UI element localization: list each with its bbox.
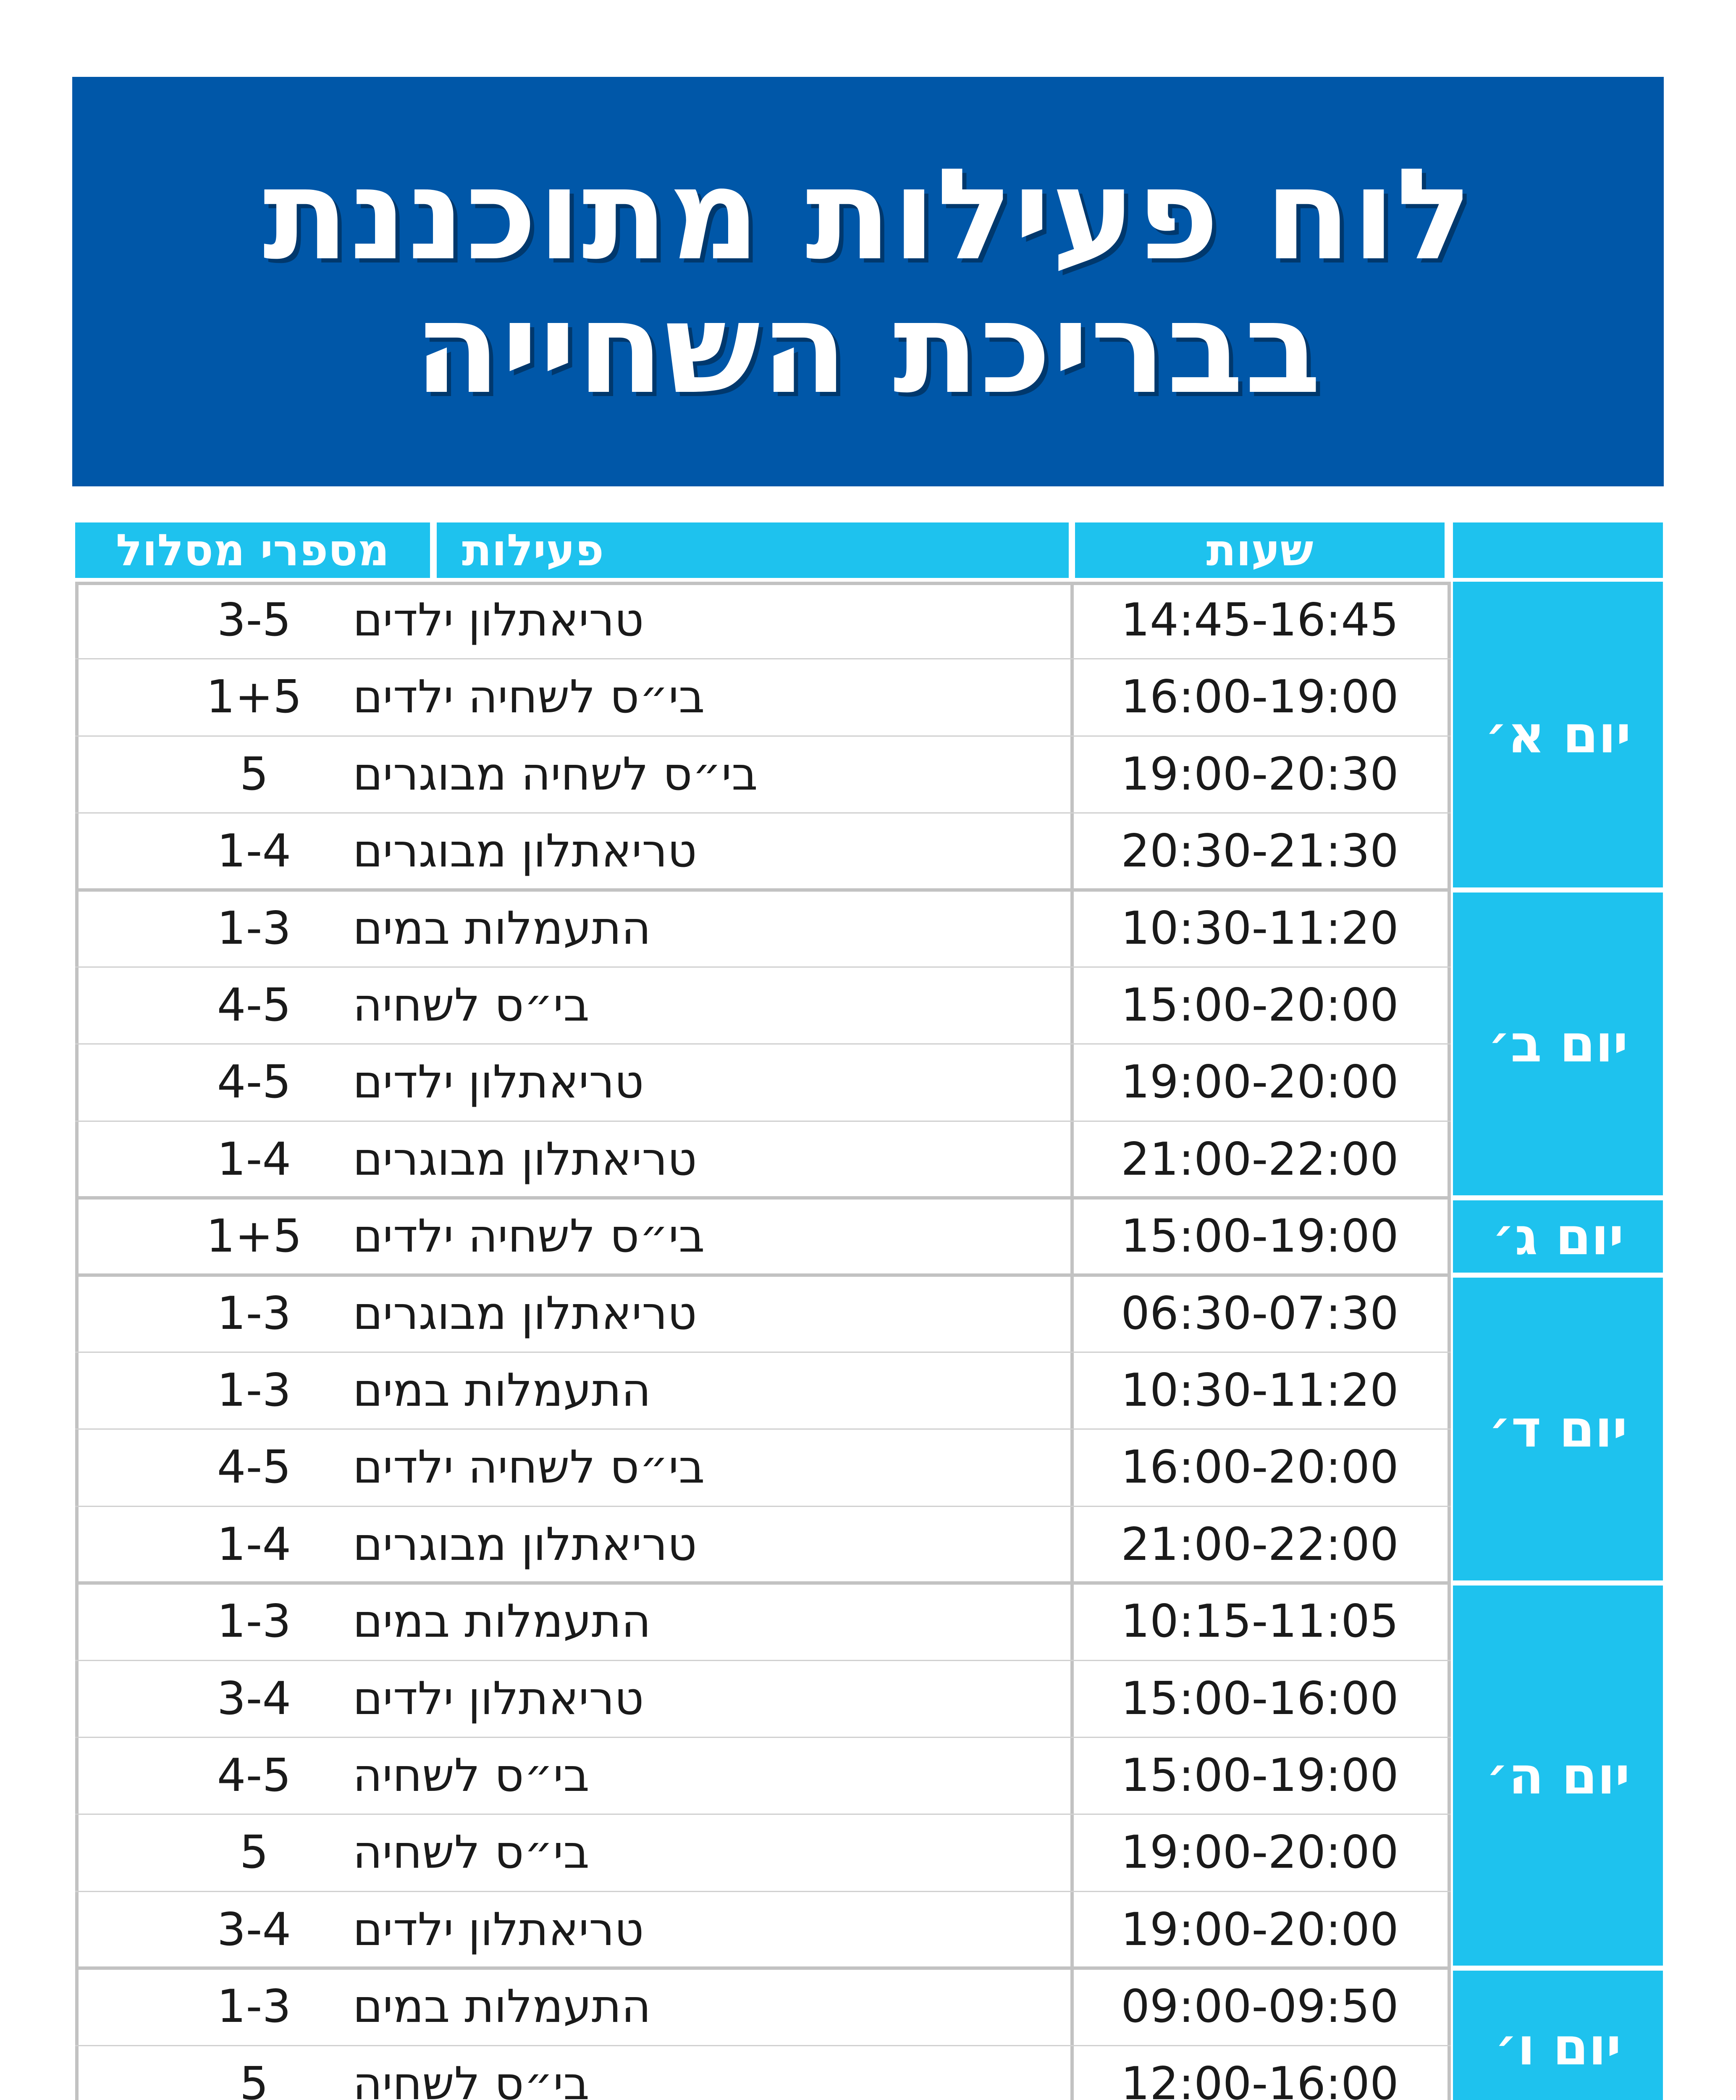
- activity-cell: בי״ס לשחיה ילדים: [353, 671, 705, 724]
- time-cell: 14:45-16:45: [1121, 594, 1399, 646]
- row-separator: [75, 1737, 1451, 1738]
- row-separator: [75, 1043, 1451, 1045]
- lanes-cell: 1-3: [217, 902, 291, 955]
- lanes-cell: 1-4: [217, 1518, 291, 1571]
- day-label-cell: יום ו׳: [1453, 1971, 1663, 2100]
- activity-cell: בי״ס לשחיה ילדים: [353, 1441, 705, 1494]
- activity-cell: טריאתלון מבוגרים: [353, 1518, 697, 1571]
- lanes-cell: 1-4: [217, 1133, 291, 1186]
- time-cell: 12:00-16:00: [1121, 2057, 1399, 2100]
- row-separator: [75, 1814, 1451, 1815]
- time-cell: 10:30-11:20: [1121, 1364, 1399, 1417]
- time-cell: 20:30-21:30: [1121, 825, 1399, 878]
- row-separator: [75, 812, 1451, 814]
- day-label-cell: יום ב׳: [1453, 892, 1663, 1196]
- title-banner: [72, 77, 1664, 486]
- lanes-cell: 4-5: [217, 1056, 291, 1109]
- time-cell: 15:00-20:00: [1121, 979, 1399, 1032]
- day-separator: [75, 1273, 1451, 1277]
- day-separator: [75, 1196, 1451, 1200]
- time-cell: 16:00-20:00: [1121, 1441, 1399, 1494]
- activity-cell: בי״ס לשחיה: [353, 979, 590, 1032]
- activity-cell: בי״ס לשחיה: [353, 2057, 590, 2100]
- time-cell: 19:00-20:00: [1121, 1903, 1399, 1956]
- column-header-activity: פעילות: [437, 522, 1069, 578]
- activity-cell: התעמלות במים: [353, 1364, 651, 1417]
- column-header-lanes: מספרי מסלול: [75, 522, 430, 578]
- lanes-cell: 4-5: [217, 979, 291, 1032]
- time-cell: 21:00-22:00: [1121, 1518, 1399, 1571]
- lanes-cell: 1+5: [206, 671, 302, 724]
- time-cell: 06:30-07:30: [1121, 1287, 1399, 1340]
- time-cell: 09:00-09:50: [1121, 1980, 1399, 2033]
- activity-cell: טריאתלון מבוגרים: [353, 825, 697, 878]
- row-separator: [75, 1660, 1451, 1661]
- lanes-cell: 3-4: [217, 1672, 291, 1725]
- time-cell: 21:00-22:00: [1121, 1133, 1399, 1186]
- header-blank-cell: [1453, 522, 1663, 578]
- day-label-cell: יום ד׳: [1453, 1278, 1663, 1581]
- day-label-cell: יום ג׳: [1453, 1200, 1663, 1272]
- activity-cell: בי״ס לשחיה ילדים: [353, 1210, 705, 1263]
- row-separator: [75, 1428, 1451, 1430]
- page-title-line-2: בבריכת השחייה: [414, 275, 1322, 422]
- activity-cell: טריאתלון מבוגרים: [353, 1287, 697, 1340]
- row-separator: [75, 1121, 1451, 1122]
- lanes-cell: 3-5: [217, 594, 291, 646]
- page-title-line-1: לוח פעילות מתוכננת: [262, 141, 1474, 288]
- time-cell: 19:00-20:00: [1121, 1056, 1399, 1109]
- time-cell: 15:00-19:00: [1121, 1210, 1399, 1263]
- activity-cell: בי״ס לשחיה: [353, 1826, 590, 1879]
- time-cell: 10:15-11:05: [1121, 1595, 1399, 1648]
- lanes-cell: 4-5: [217, 1749, 291, 1802]
- activity-cell: בי״ס לשחיה: [353, 1749, 590, 1802]
- lanes-cell: 1-3: [217, 1980, 291, 2033]
- day-separator: [75, 1966, 1451, 1970]
- lanes-cell: 5: [239, 2057, 269, 2100]
- time-cell: 19:00-20:00: [1121, 1826, 1399, 1879]
- time-cell: 19:00-20:30: [1121, 748, 1399, 801]
- activity-cell: התעמלות במים: [353, 1595, 651, 1648]
- time-cell: 15:00-19:00: [1121, 1749, 1399, 1802]
- column-header-hours: שעות: [1075, 522, 1445, 578]
- activity-cell: טריאתלון מבוגרים: [353, 1133, 697, 1186]
- day-separator: [75, 888, 1451, 892]
- lanes-cell: 5: [239, 1826, 269, 1879]
- day-separator: [75, 1581, 1451, 1585]
- activity-cell: טריאתלון ילדים: [353, 1672, 644, 1725]
- time-cell: 10:30-11:20: [1121, 902, 1399, 955]
- lanes-cell: 4-5: [217, 1441, 291, 1494]
- row-separator: [75, 658, 1451, 659]
- activity-cell: טריאתלון ילדים: [353, 1056, 644, 1109]
- lanes-cell: 1-4: [217, 825, 291, 878]
- activity-cell: התעמלות במים: [353, 1980, 651, 2033]
- lanes-cell: 1-3: [217, 1595, 291, 1648]
- lanes-cell: 1+5: [206, 1210, 302, 1263]
- row-separator: [75, 1506, 1451, 1507]
- activity-cell: טריאתלון ילדים: [353, 594, 644, 646]
- column-divider: [1070, 582, 1074, 2100]
- lanes-cell: 1-3: [217, 1287, 291, 1340]
- lanes-cell: 3-4: [217, 1903, 291, 1956]
- time-cell: 15:00-16:00: [1121, 1672, 1399, 1725]
- day-label-cell: יום ה׳: [1453, 1586, 1663, 1966]
- day-label-cell: יום א׳: [1453, 582, 1663, 887]
- lanes-cell: 5: [239, 748, 269, 801]
- activity-cell: טריאתלון ילדים: [353, 1903, 644, 1956]
- row-separator: [75, 1352, 1451, 1353]
- time-cell: 16:00-19:00: [1121, 671, 1399, 724]
- row-separator: [75, 1891, 1451, 1892]
- activity-cell: בי״ס לשחיה מבוגרים: [353, 748, 758, 801]
- row-separator: [75, 735, 1451, 737]
- row-separator: [75, 2045, 1451, 2046]
- lanes-cell: 1-3: [217, 1364, 291, 1417]
- activity-cell: התעמלות במים: [353, 902, 651, 955]
- row-separator: [75, 966, 1451, 968]
